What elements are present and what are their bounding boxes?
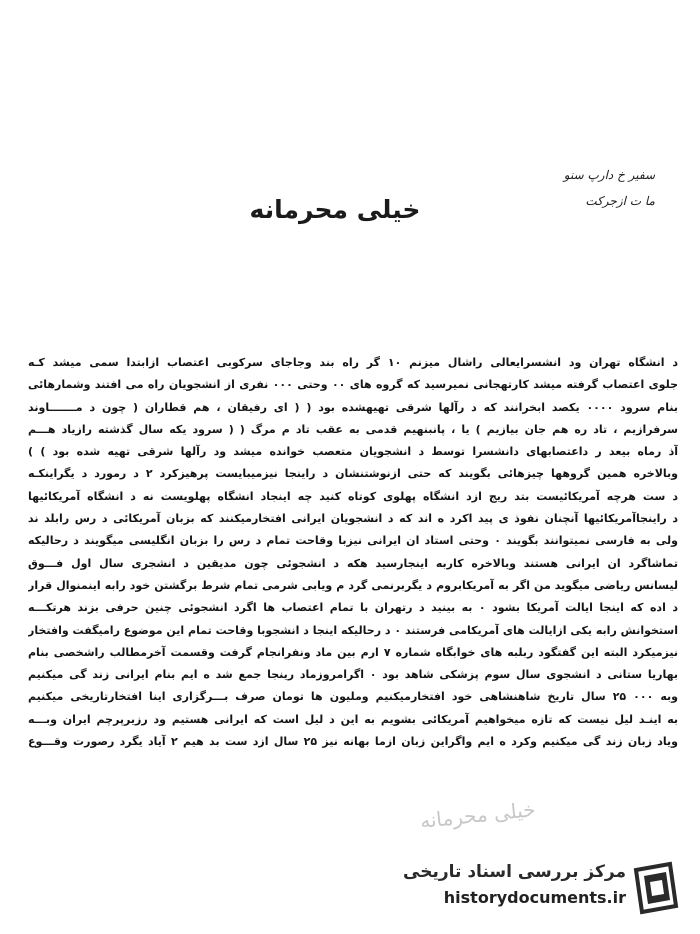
body-line: د ست هرچه آمریکائیست بتد ریج ازد انشگاه پهلوی کوتاه کنید چه اینجاد انشگاه پهلویست نه د انشگاه آمریکائیها (28, 489, 678, 503)
document-body (28, 352, 678, 753)
body-line: لیسانس ریاضی میگوید من اگر به آمریکابروم د یگربرنمی گرد م ویابی شرمی تمام شرط برگشتن خود رابه اینمنوال قرار (28, 578, 678, 592)
logo-text (403, 862, 626, 907)
archive-logo (403, 856, 688, 922)
body-line: به اینـد لیل نیست که تازه میخواهیم آمریکائی بشویم به این د لیل است که ایرانی هستیم ود رزیرپرچم ایران وبـــه (28, 712, 678, 726)
handwritten-line-1: سفیر خ دارپ سنو (563, 168, 655, 182)
body-line: بنام سرود ۰۰۰۰ یکصد ابخرانند که د رآلها شرقی تهیهشده بود ( ( ای رفیقان ، هم قطاران ( چون د مـــــــاوند (28, 400, 678, 414)
archive-emblem-icon (630, 860, 682, 916)
body-line: ولی به فارسی نمیتوانند بگویند ۰ وحتی استاد ان ایرانی نیزبا وقاحت تمام د رس را بزبان انگلیسی میگویند د رحالیکه (28, 534, 678, 548)
body-line: وبه ۰۰۰ ۲۵ سال تاریخ شاهنشاهی خود افتخارمیکنیم وملیون ها تومان صرف بـــرگزاری اینا افتخارتاریخی میکنیم (28, 690, 678, 704)
body-line: جلوی اعتصاب گرفته میشد کارتهجانی نمیرسید که گروه های ۰۰ وحتی ۰۰۰ نفری از انشجویان راه می افتند وشمارهائی (28, 378, 678, 392)
watermark-stamp: خیلی محرمانه (418, 797, 537, 834)
handwritten-annotation (445, 168, 655, 220)
body-line: وبالاخره همین گروهها چیزهائی بگویند که حتی ازنوشتنشان د راینجا نیزمیبایست پرهیزکرد ۲ د رمورد د یگراینکـه (28, 467, 678, 481)
body-line: د انشگاه تهران ود انشسرایعالی راشال میزنم ۱۰ گر راه بند وجاجای سرکوبی اعتصاب ازابتدا سمی میشد کـه (28, 356, 678, 369)
body-line: نیزمیکرد البته این گفتگود ربلبه های خوابگاه شماره ۷ ارم بین ماد ونفرانجام گرفت وقسمت آخرمطالب راشخصی بنام (28, 645, 678, 659)
body-line: بهاریا ستانی د انشجوی سال سوم پزشکی شاهد بود ۰ اگرامروزماد رینجا جمع شد ه ایم بنام ایرانی زند گی میکنیم (28, 668, 678, 682)
handwritten-line-2: ما ت ازجرکت (585, 194, 655, 208)
body-line: د راینجاآمریکائیها آنچنان نفوذ ی پید اکرد ه اند که د انشجویان ایرانی افتخارمیکنند که بزبان آمریکائی د رس رابلد ند (28, 512, 678, 526)
classification-heading: خیلی محرمانه (249, 195, 421, 224)
body-line: سرفرازیم ، تاد ره هم جان بیازیم ) یا ، پانبنهیم قدمی به عقب تاد م مرگ ( ( سرود یکه سال گذشته رازیاد هـــم (28, 422, 678, 436)
body-line: استخوانش رابه یکی ازایالت های آمریکامی فرستند ۰ د رحالیکه اینجا د انشجوبا وقاحت تمام این موضوع رامیگفت وافتخار (28, 623, 678, 637)
body-line: آذ رماه بیعد ر داعتصابهای دانشسرا توسط د انشجویان متعصب خوانده میشد ود رآلها شرقی تهیه شده بود ) ) (28, 445, 678, 459)
org-url: historydocuments.ir (443, 888, 626, 907)
body-line: د اده که اینجا ایالت آمریکا بشود ۰ به بینید د رتهران با تمام اعتصاب ها اگرد انشجوئی چنین حرفی بزند هرتکـــه (28, 601, 678, 615)
body-line: ویاد زبان زند گی میکنیم وکرد ه ایم واگراین زبان ازما بهانه نیز ۲۵ سال ازد ست بد هیم ۲ آیاد یگرد رصورت وقـــوع (28, 735, 678, 749)
body-line: تماشاگرد ان ایرانی هستند وبالاخره کاربه اینجارسید هکه د انشجوئی چون مدیقین د انشجری سال اول فـــوق (28, 556, 678, 570)
org-name: مرکز بررسی اسناد تاریخی (403, 862, 626, 882)
